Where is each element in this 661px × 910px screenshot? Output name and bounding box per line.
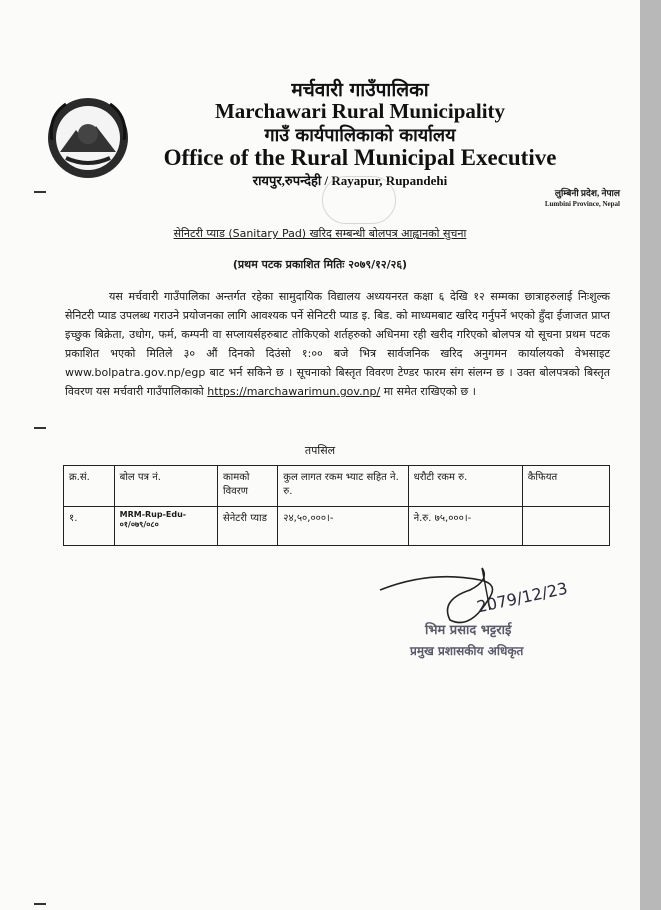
municipality-name-en: Marchawari Rural Municipality	[214, 99, 506, 123]
cell-deposit: ने.रु. ७५,०००।-	[408, 507, 522, 546]
municipality-name-np: मर्चवारी गाउँपालिका	[291, 79, 429, 101]
header-work: कामको विवरण	[217, 466, 277, 507]
notice-body	[65, 287, 610, 401]
cell-remarks	[522, 507, 609, 546]
header-bid-no: बोल पत्र नं.	[114, 466, 217, 507]
header-cost: कुल लागत रकम भ्याट सहित ने. रु.	[278, 466, 408, 507]
table-header-row	[64, 466, 610, 507]
notice-body-text: यस मर्चवारी गाउँपालिका अन्तर्गत रहेका सामुदायिक विद्यालय अध्ययनरत कक्षा ६ देखि १२ सम्मका छात्राहरुलाई निःशुल्क सेनिटरी प्याड उपलब्ध गराउने प्रयोजनका लागि आवश्यक पर्ने सेनिटरी प्याड इ. बिड. को माध्यमबाट खरिद गर्नुपर्ने भएको हुँदा ईजाजत प्राप्त इच्छुक बिक्रेता, उधोग, फर्म, कम्पनी वा सप्लायर्सहरुबाट तोकिएको शर्तहरुको अधिनमा रही खरीद गरिएको बोलपत्र यो सूचना प्रथम पटक प्रकाशित भएको मितिले ३० औं दिनको दिउंसो १:०० बजे भित्र सार्वजनिक खरिद अनुगमन कार्यालयको वेभसाइट www.bolpatra.gov.np/egp बाट भर्न सकिने छ । सूचनाको बिस्तृत विवरण टेण्डर फारम संग संलग्न छ । उक्त बोलपत्रको बिस्तृत विवरण यस मर्चवारी गाउँपालिकाको	[65, 290, 610, 398]
bid-table	[63, 465, 610, 546]
cell-cost: २४,५०,०००।-	[278, 507, 408, 546]
notice-body-end: मा समेत राखिएको छ ।	[380, 385, 476, 398]
website-link[interactable]: https://marchawarimun.gov.np/	[207, 385, 381, 398]
province-np: लुम्बिनी प्रदेश, नेपाल	[554, 188, 620, 198]
bid-no-line1: MRM-Rup-Edu-	[119, 510, 187, 519]
notice-title: सेनिटरी प्याड (Sanitary Pad) खरिद सम्बन्धी बोलपत्र आह्वानको सुचना	[173, 227, 467, 240]
publication-date: (प्रथम पटक प्रकाशित मितिः २०७९/१२/२६)	[232, 258, 408, 271]
header-remarks: कैफियत	[522, 466, 609, 507]
table-row	[64, 507, 610, 546]
province-en: Lumbini Province, Nepal	[544, 200, 620, 208]
cell-work: सेनेटरी प्याड	[217, 507, 277, 546]
office-name-np: गाउँ कार्यपालिकाको कार्यालय	[264, 125, 456, 146]
bid-no-line2: ०१/०७९/०८०	[119, 520, 159, 529]
cell-sn: १.	[64, 507, 115, 546]
signature-date: 2079/12/23	[475, 578, 570, 617]
office-stamp	[322, 176, 396, 224]
header-deposit: धरौटी रकम रु.	[408, 466, 522, 507]
signatory-designation: प्रमुख प्रशासकीय अधिकृत	[410, 644, 524, 658]
punch-mark	[34, 903, 46, 905]
office-name-en: Office of the Rural Municipal Executive	[163, 145, 557, 170]
page-edge	[640, 0, 661, 910]
header-sn: क्र.सं.	[64, 466, 115, 507]
signatory-name: भिम प्रसाद भट्टराई	[425, 623, 512, 638]
table-caption: तपसिल	[304, 444, 336, 457]
punch-mark	[34, 427, 46, 429]
cell-bid-no	[114, 507, 217, 546]
punch-mark	[34, 191, 46, 193]
office-address: रायपुर,रुपन्देही / Rayapur, Rupandehi	[252, 173, 448, 188]
